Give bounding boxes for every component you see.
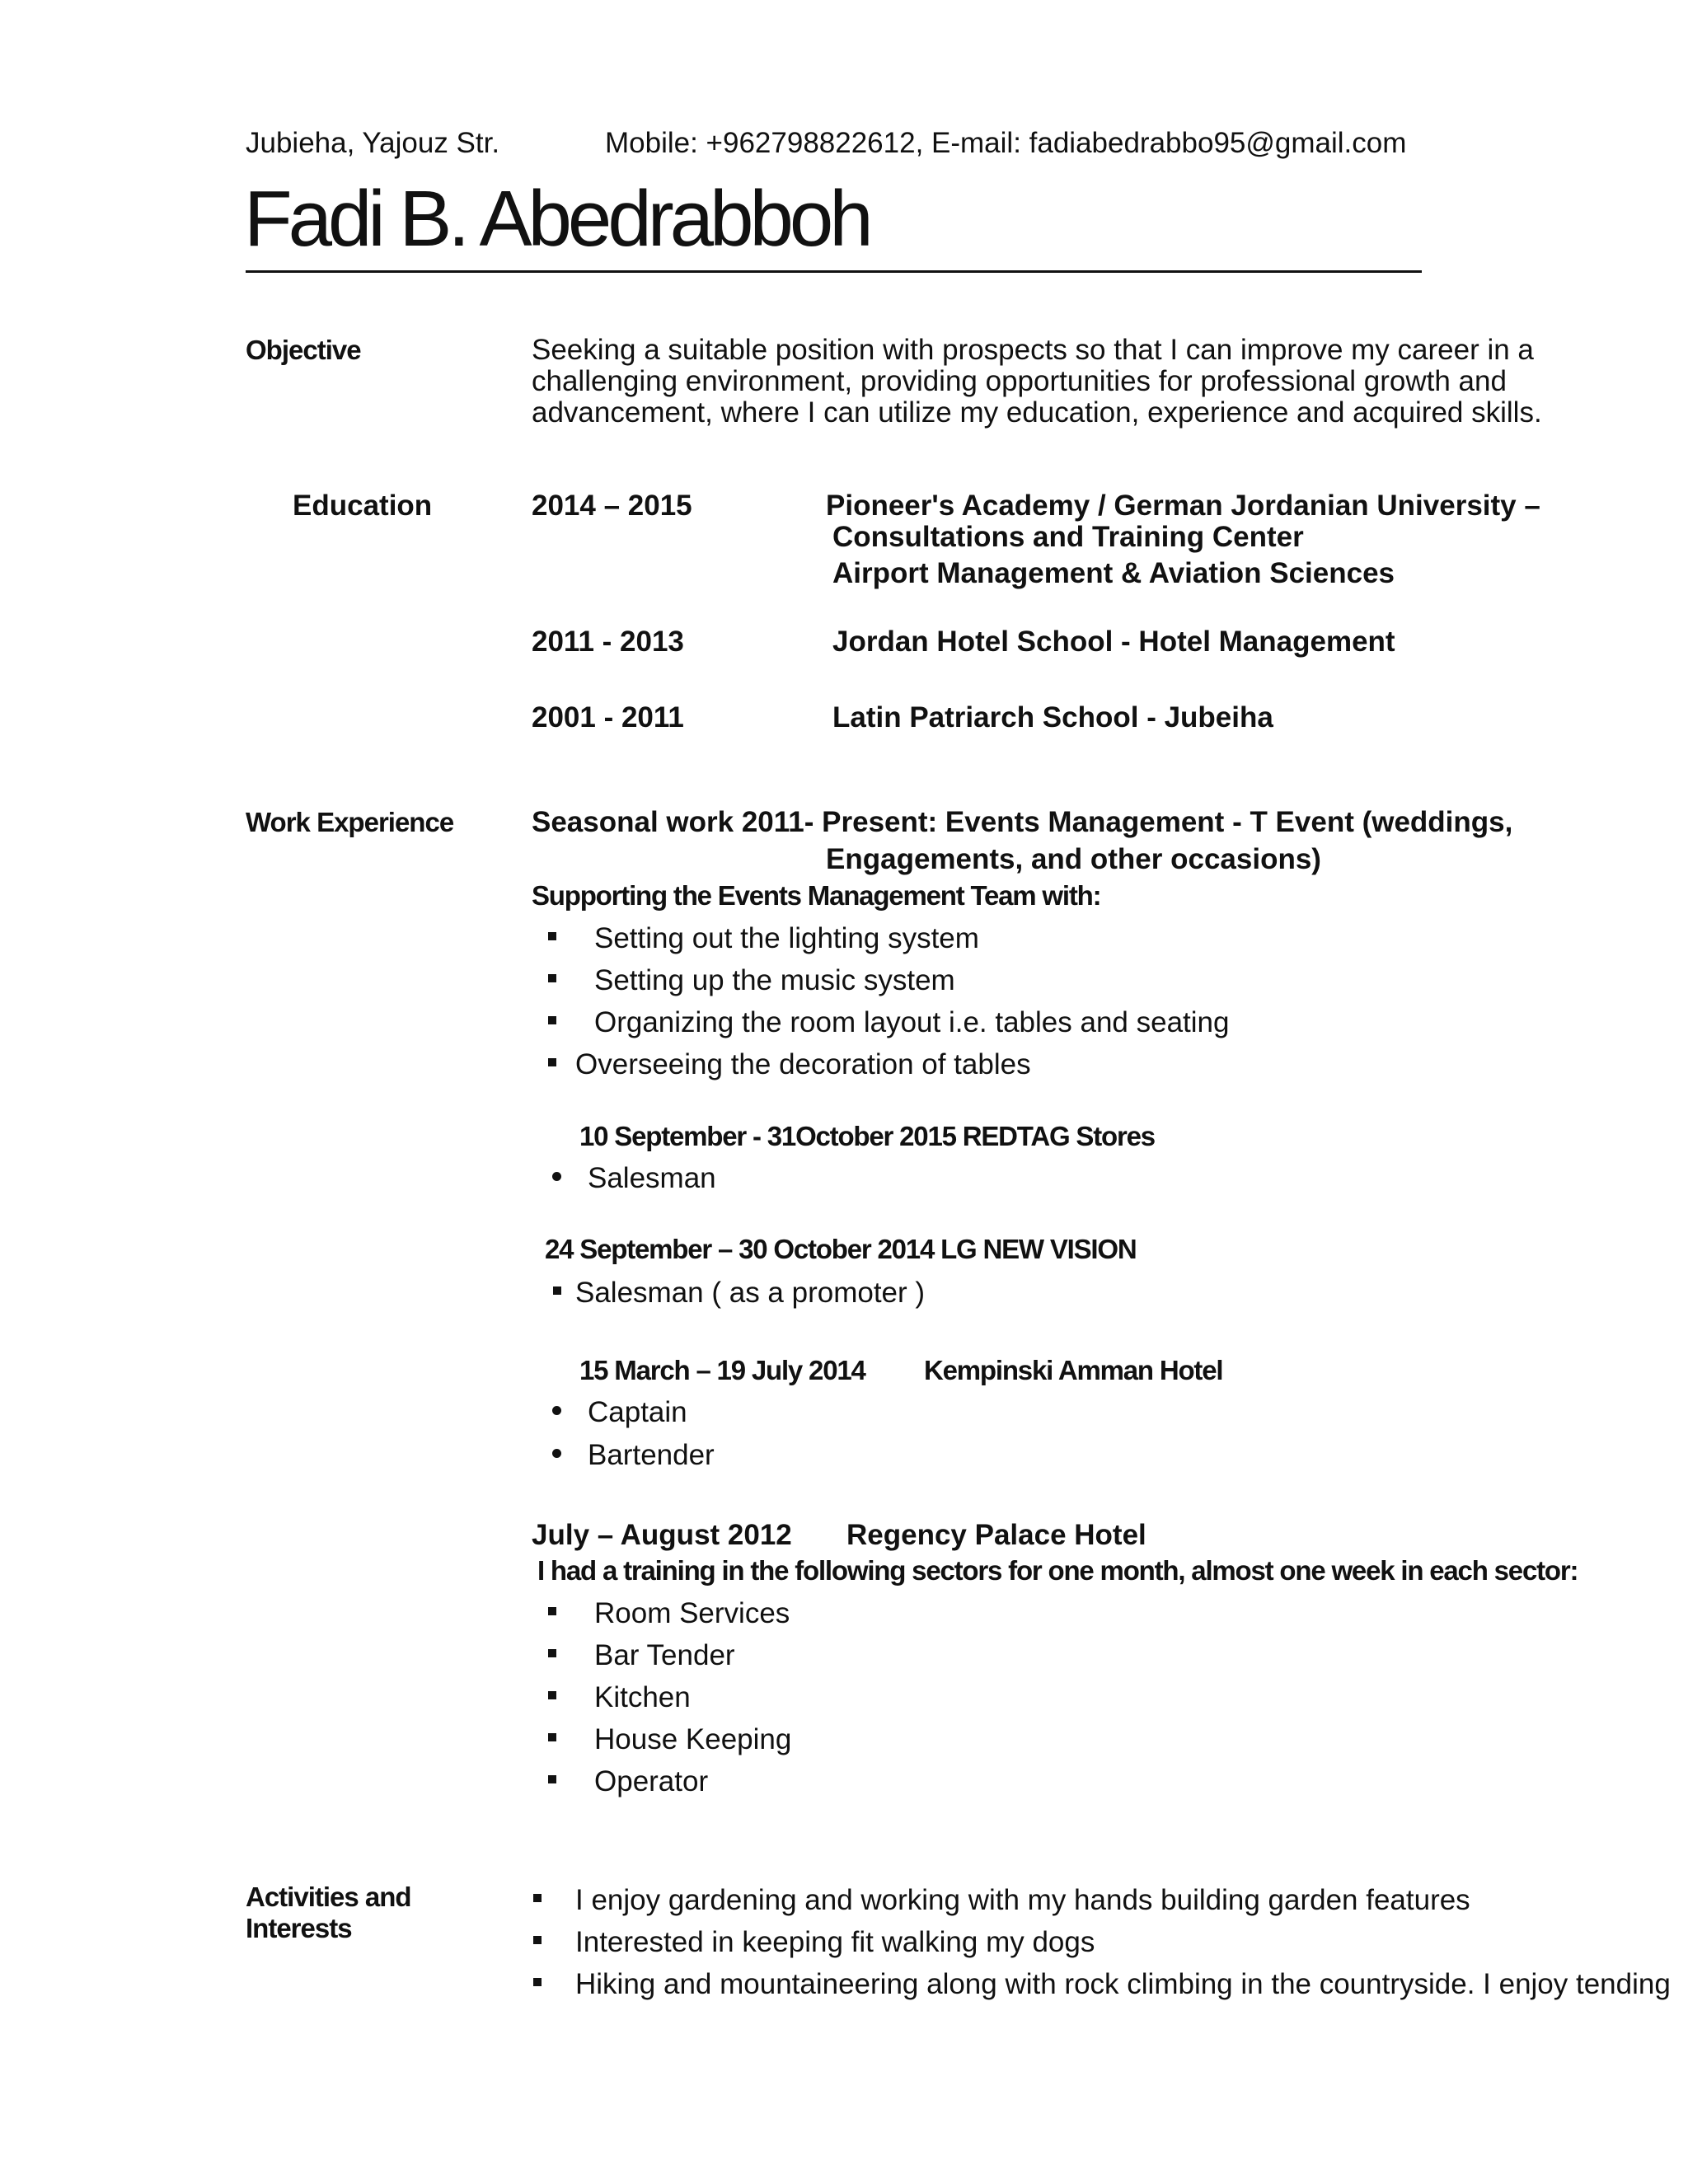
seasonal-work-subtitle: Supporting the Events Management Team with: <box>532 880 1101 911</box>
education-school-1-line-3: Airport Management & Aviation Sciences <box>832 557 1395 589</box>
objective-label: Objective <box>246 335 361 365</box>
objective-line-2: challenging environment, providing opportunities for professional growth and <box>532 365 1507 397</box>
activities-label-line-2: Interests <box>246 1913 352 1943</box>
seasonal-item-3: Organizing the room layout i.e. tables and seating <box>594 1006 1230 1038</box>
bullet-square <box>548 1775 556 1783</box>
regency-item-4: House Keeping <box>594 1723 792 1755</box>
bullet-square <box>548 1649 556 1657</box>
header-divider <box>246 270 1422 273</box>
redtag-item-1: Salesman <box>588 1162 716 1194</box>
bullet-square <box>548 932 556 940</box>
bullet-square <box>533 1978 542 1986</box>
activity-item-3: Hiking and mountaineering along with rock climbing in the countryside. I enjoy tending <box>575 1968 1671 2000</box>
contact-info: Mobile: +962798822612, E-mail: fadiabedrabbo95@gmail.com <box>605 127 1407 159</box>
address: Jubieha, Yajouz Str. <box>246 127 500 159</box>
objective-line-3: advancement, where I can utilize my education, experience and acquired skills. <box>532 396 1542 429</box>
education-years-2: 2011 - 2013 <box>532 626 684 658</box>
regency-dates: July – August 2012 <box>532 1519 792 1551</box>
seasonal-work-title-1: Seasonal work 2011- Present: Events Management - T Event (weddings, <box>532 806 1513 838</box>
lg-title: 24 September – 30 October 2014 LG NEW VISION <box>545 1234 1137 1264</box>
regency-item-5: Operator <box>594 1765 709 1797</box>
kempinski-dates: 15 March – 19 July 2014 <box>579 1355 865 1385</box>
bullet-dot <box>552 1172 561 1181</box>
objective-line-1: Seeking a suitable position with prospects so that I can improve my career in a <box>532 334 1534 366</box>
activities-label-line-1: Activities and <box>246 1882 411 1912</box>
candidate-name: Fadi B. Abedrabboh <box>244 175 870 263</box>
lg-item-1: Salesman ( as a promoter ) <box>575 1277 926 1309</box>
activity-item-1: I enjoy gardening and working with my hands building garden features <box>575 1884 1470 1916</box>
work-experience-label: Work Experience <box>246 807 454 837</box>
regency-subtitle: I had a training in the following sectors for one month, almost one week in each sector: <box>537 1555 1578 1586</box>
bullet-square <box>548 1691 556 1699</box>
activity-item-2: Interested in keeping fit walking my dogs <box>575 1926 1095 1958</box>
kempinski-item-2: Bartender <box>588 1439 715 1471</box>
education-years-3: 2001 - 2011 <box>532 701 684 733</box>
kempinski-place: Kempinski Amman Hotel <box>924 1355 1223 1385</box>
education-school-2: Jordan Hotel School - Hotel Management <box>832 626 1395 658</box>
bullet-square <box>548 1733 556 1741</box>
education-school-3: Latin Patriarch School - Jubeiha <box>832 701 1273 733</box>
bullet-square <box>548 1058 556 1066</box>
regency-item-1: Room Services <box>594 1597 790 1629</box>
bullet-dot <box>552 1449 561 1458</box>
redtag-title: 10 September - 31October 2015 REDTAG Stores <box>579 1121 1155 1151</box>
bullet-dot <box>552 1406 561 1415</box>
bullet-square <box>533 1936 542 1944</box>
seasonal-item-1: Setting out the lighting system <box>594 922 979 954</box>
kempinski-item-1: Captain <box>588 1396 687 1428</box>
bullet-square <box>548 1607 556 1615</box>
bullet-square <box>548 974 556 982</box>
education-years-1: 2014 – 2015 <box>532 490 692 522</box>
education-school-1-line-2: Consultations and Training Center <box>832 521 1304 553</box>
regency-place: Regency Palace Hotel <box>846 1519 1146 1551</box>
regency-item-3: Kitchen <box>594 1681 691 1713</box>
seasonal-item-2: Setting up the music system <box>594 964 955 996</box>
bullet-square <box>553 1286 561 1295</box>
education-label: Education <box>293 490 433 522</box>
bullet-square <box>533 1894 542 1902</box>
regency-item-2: Bar Tender <box>594 1639 735 1671</box>
education-school-1-line-1: Pioneer's Academy / German Jordanian University – <box>826 490 1540 522</box>
seasonal-work-title-2: Engagements, and other occasions) <box>826 843 1321 875</box>
bullet-square <box>548 1016 556 1024</box>
seasonal-item-4: Overseeing the decoration of tables <box>575 1048 1031 1080</box>
